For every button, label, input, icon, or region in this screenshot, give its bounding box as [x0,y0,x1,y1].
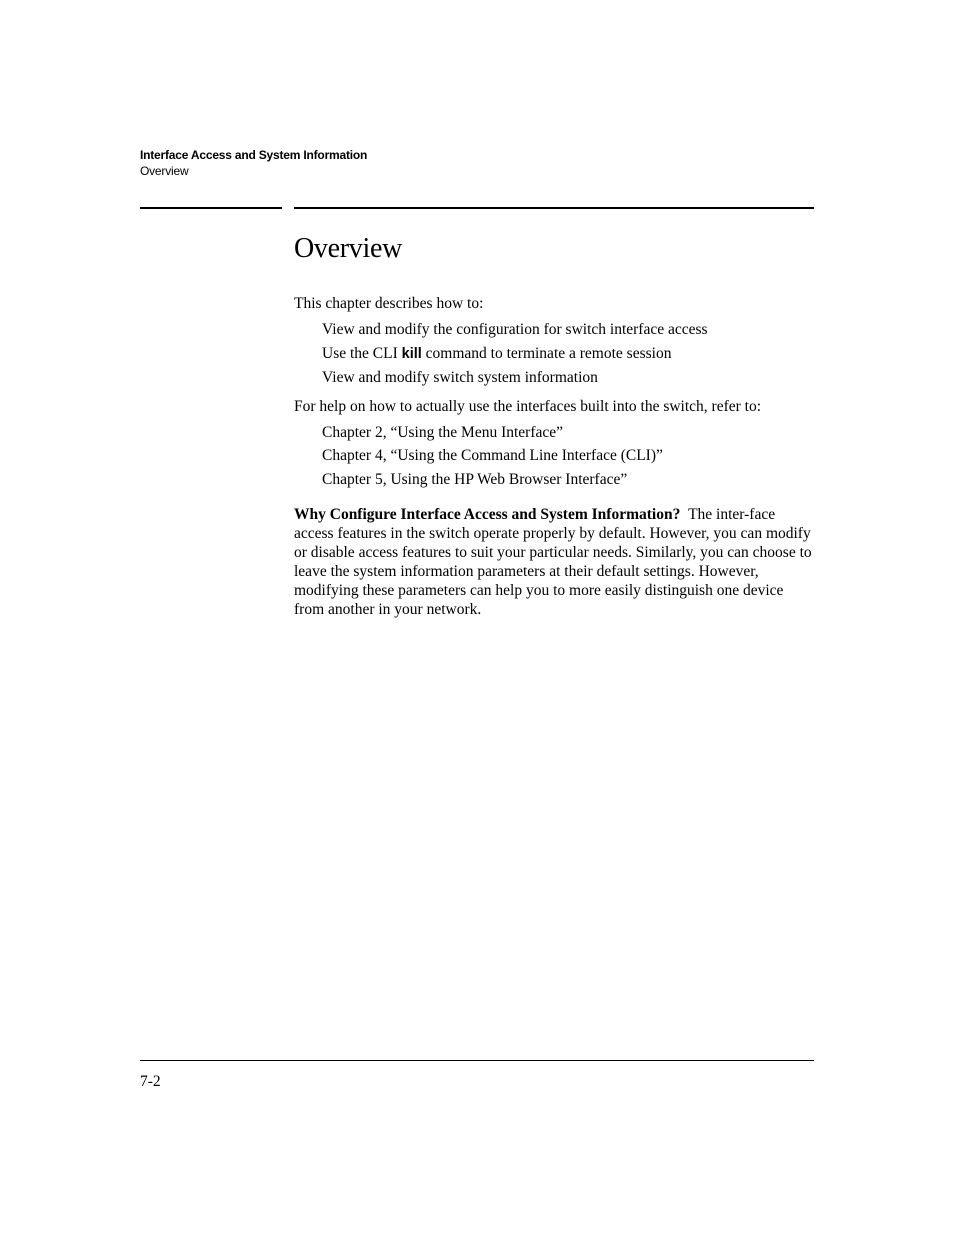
header-rule-right [294,207,814,209]
header-chapter-title: Interface Access and System Information [140,148,368,162]
why-body: The inter-face access features in the switch operate properly by default. However, you can modify or disable access features to suit your particular needs. Similarly, you can choose to leave the system information parameters at their default settings. However, modifying these parameters can help you to more easily distinguish one device from another in your network. [294,506,812,618]
page-number: 7-2 [140,1073,161,1090]
intro-paragraph: This chapter describes how to: [294,295,484,312]
why-heading: Why Configure Interface Access and System Information? [294,506,681,523]
header-rule-left [140,207,282,209]
command-name: kill [401,345,422,362]
header-section-title: Overview [140,164,189,178]
main-content [294,230,814,619]
footer-rule [140,1060,814,1061]
list-item: Chapter 4, “Using the Command Line Interface (CLI)” [322,447,663,464]
list-item: View and modify switch system information [322,369,598,386]
why-paragraph [294,505,814,619]
running-header [140,147,367,179]
list-item: View and modify the configuration for switch interface access [322,321,708,338]
list-item-text: Use the CLI [322,344,402,362]
list-item: Chapter 2, “Using the Menu Interface” [322,423,564,441]
page-title: Overview [294,233,403,264]
list-item [322,342,814,367]
reference-list [294,421,814,492]
help-paragraph: For help on how to actually use the interfaces built into the switch, refer to: [294,397,762,415]
task-list [294,318,814,390]
list-item: Chapter 5, Using the HP Web Browser Interface” [322,470,628,488]
list-item-text: command to terminate a remote session [421,344,672,362]
